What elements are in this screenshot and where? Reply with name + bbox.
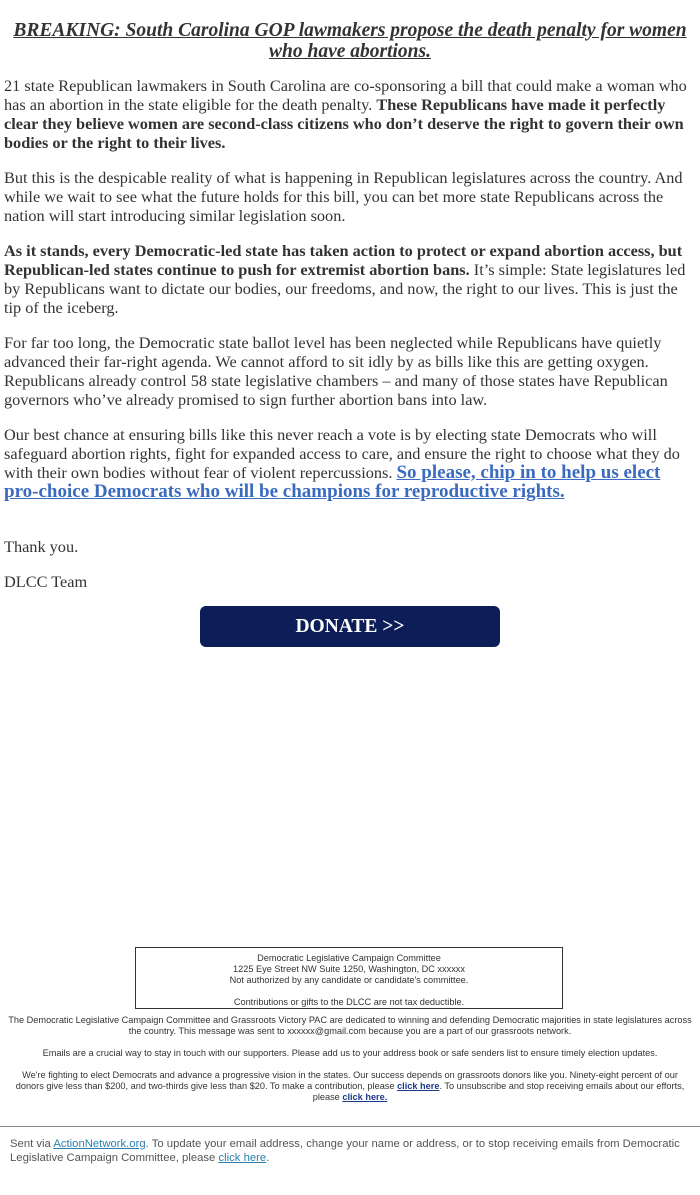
- footer-note-mission: The Democratic Legislative Campaign Committee and Grassroots Victory PAC are dedicated to winning and defending Democratic majorities in state legislatures across the country. This message was sent to xxxxxx@gmail.com because you are a part of our grassroots network.: [8, 1015, 692, 1036]
- paragraph-5: [4, 425, 694, 501]
- footer-note-donors: [8, 1070, 692, 1103]
- sent-via-prefix: Sent via: [10, 1138, 54, 1150]
- footer-address: 1225 Eye Street NW Suite 1250, Washington, DC xxxxxx: [232, 964, 465, 974]
- footer-tax-note: Contributions or gifts to the DLCC are not tax deductible.: [233, 997, 465, 1007]
- paragraph-3: [4, 241, 694, 317]
- paragraph-2: But this is the despicable reality of what is happening in Republican legislatures across the country. And while we wait to see what the future holds for this bill, you can bet more state Republicans across the nation will start introducing similar legislation soon.: [4, 168, 683, 225]
- paragraph-1: [4, 76, 694, 152]
- footer-note-donors-text1: We're fighting to elect Democrats and advance a progressive vision in the states. Our success depends on grassroots donors like you. Ninety-eight percent of our donors give less than $200, and two-thirds give less than $20. To make a contribution, please: [15, 1070, 678, 1091]
- action-network-link[interactable]: ActionNetwork.org: [53, 1138, 146, 1150]
- footer-note-emails: Emails are a crucial way to stay in touch with our supporters. Please add us to your address book or safe senders list to ensure timely election updates.: [42, 1048, 658, 1058]
- donate-button[interactable]: DONATE >>: [200, 606, 500, 647]
- footer-divider: [0, 1126, 700, 1127]
- paragraph-4: For far too long, the Democratic state ballot level has been neglected while Republicans have quietly advanced their far-right agenda. We cannot afford to sit idly by as bills like this are getting oxygen. Republicans already control 58 state legislative chambers – and many of those states have Republican governors who’ve already promised to sign further abortion bans into law.: [4, 333, 668, 409]
- footer-authorization: Not authorized by any candidate or candidate's committee.: [229, 975, 469, 985]
- paragraph-3-bold: As it stands, every Democratic-led state has taken action to protect or expand abortion access, but Republican-led states continue to push for extremist abortion bans.: [4, 241, 683, 279]
- sent-via-middle: . To update your email address, change your name or address, or to stop receiving emails from Democratic Legislative Campaign Committee, please: [10, 1138, 680, 1164]
- headline: BREAKING: South Carolina GOP lawmakers propose the death penalty for women who have abortions.: [13, 20, 687, 62]
- paragraph-5-text: Our best chance at ensuring bills like this never reach a vote is by electing state Democrats who will safeguard abortion rights, fight for expanded access to care, and ensure the right to choose what they do with their own bodies without fear of violent repercussions.: [4, 425, 680, 482]
- sent-via-suffix: .: [266, 1152, 270, 1164]
- footer-disclaimer-box: [135, 947, 563, 1009]
- sent-via-footer: [10, 1137, 690, 1165]
- footer-note-donors-text2: . To unsubscribe and stop receiving emails about our efforts, please: [312, 1081, 685, 1102]
- thanks-text: Thank you.: [4, 537, 79, 556]
- paragraph-1-text: 21 state Republican lawmakers in South Carolina are co-sponsoring a bill that could make a woman who has an abortion in the state eligible for the death penalty.: [4, 76, 687, 114]
- signature: DLCC Team: [4, 572, 88, 591]
- contribute-link[interactable]: click here: [397, 1081, 440, 1091]
- paragraph-3-text: It’s simple: State legislatures led by Republicans want to dictate our bodies, our freedoms, and now, the right to our lives. This is just the tip of the iceberg.: [4, 260, 686, 317]
- footer-org-name: Democratic Legislative Campaign Committee: [257, 953, 441, 963]
- unsubscribe-link[interactable]: click here.: [342, 1092, 388, 1102]
- chip-in-link[interactable]: So please, chip in to help us elect pro-choice Democrats who will be champions for reproductive rights.: [4, 462, 661, 502]
- update-preferences-link[interactable]: click here: [218, 1152, 267, 1164]
- paragraph-1-bold: These Republicans have made it perfectly clear they believe women are second-class citizens who don’t deserve the right to govern their own bodies or the right to their lives.: [4, 95, 684, 152]
